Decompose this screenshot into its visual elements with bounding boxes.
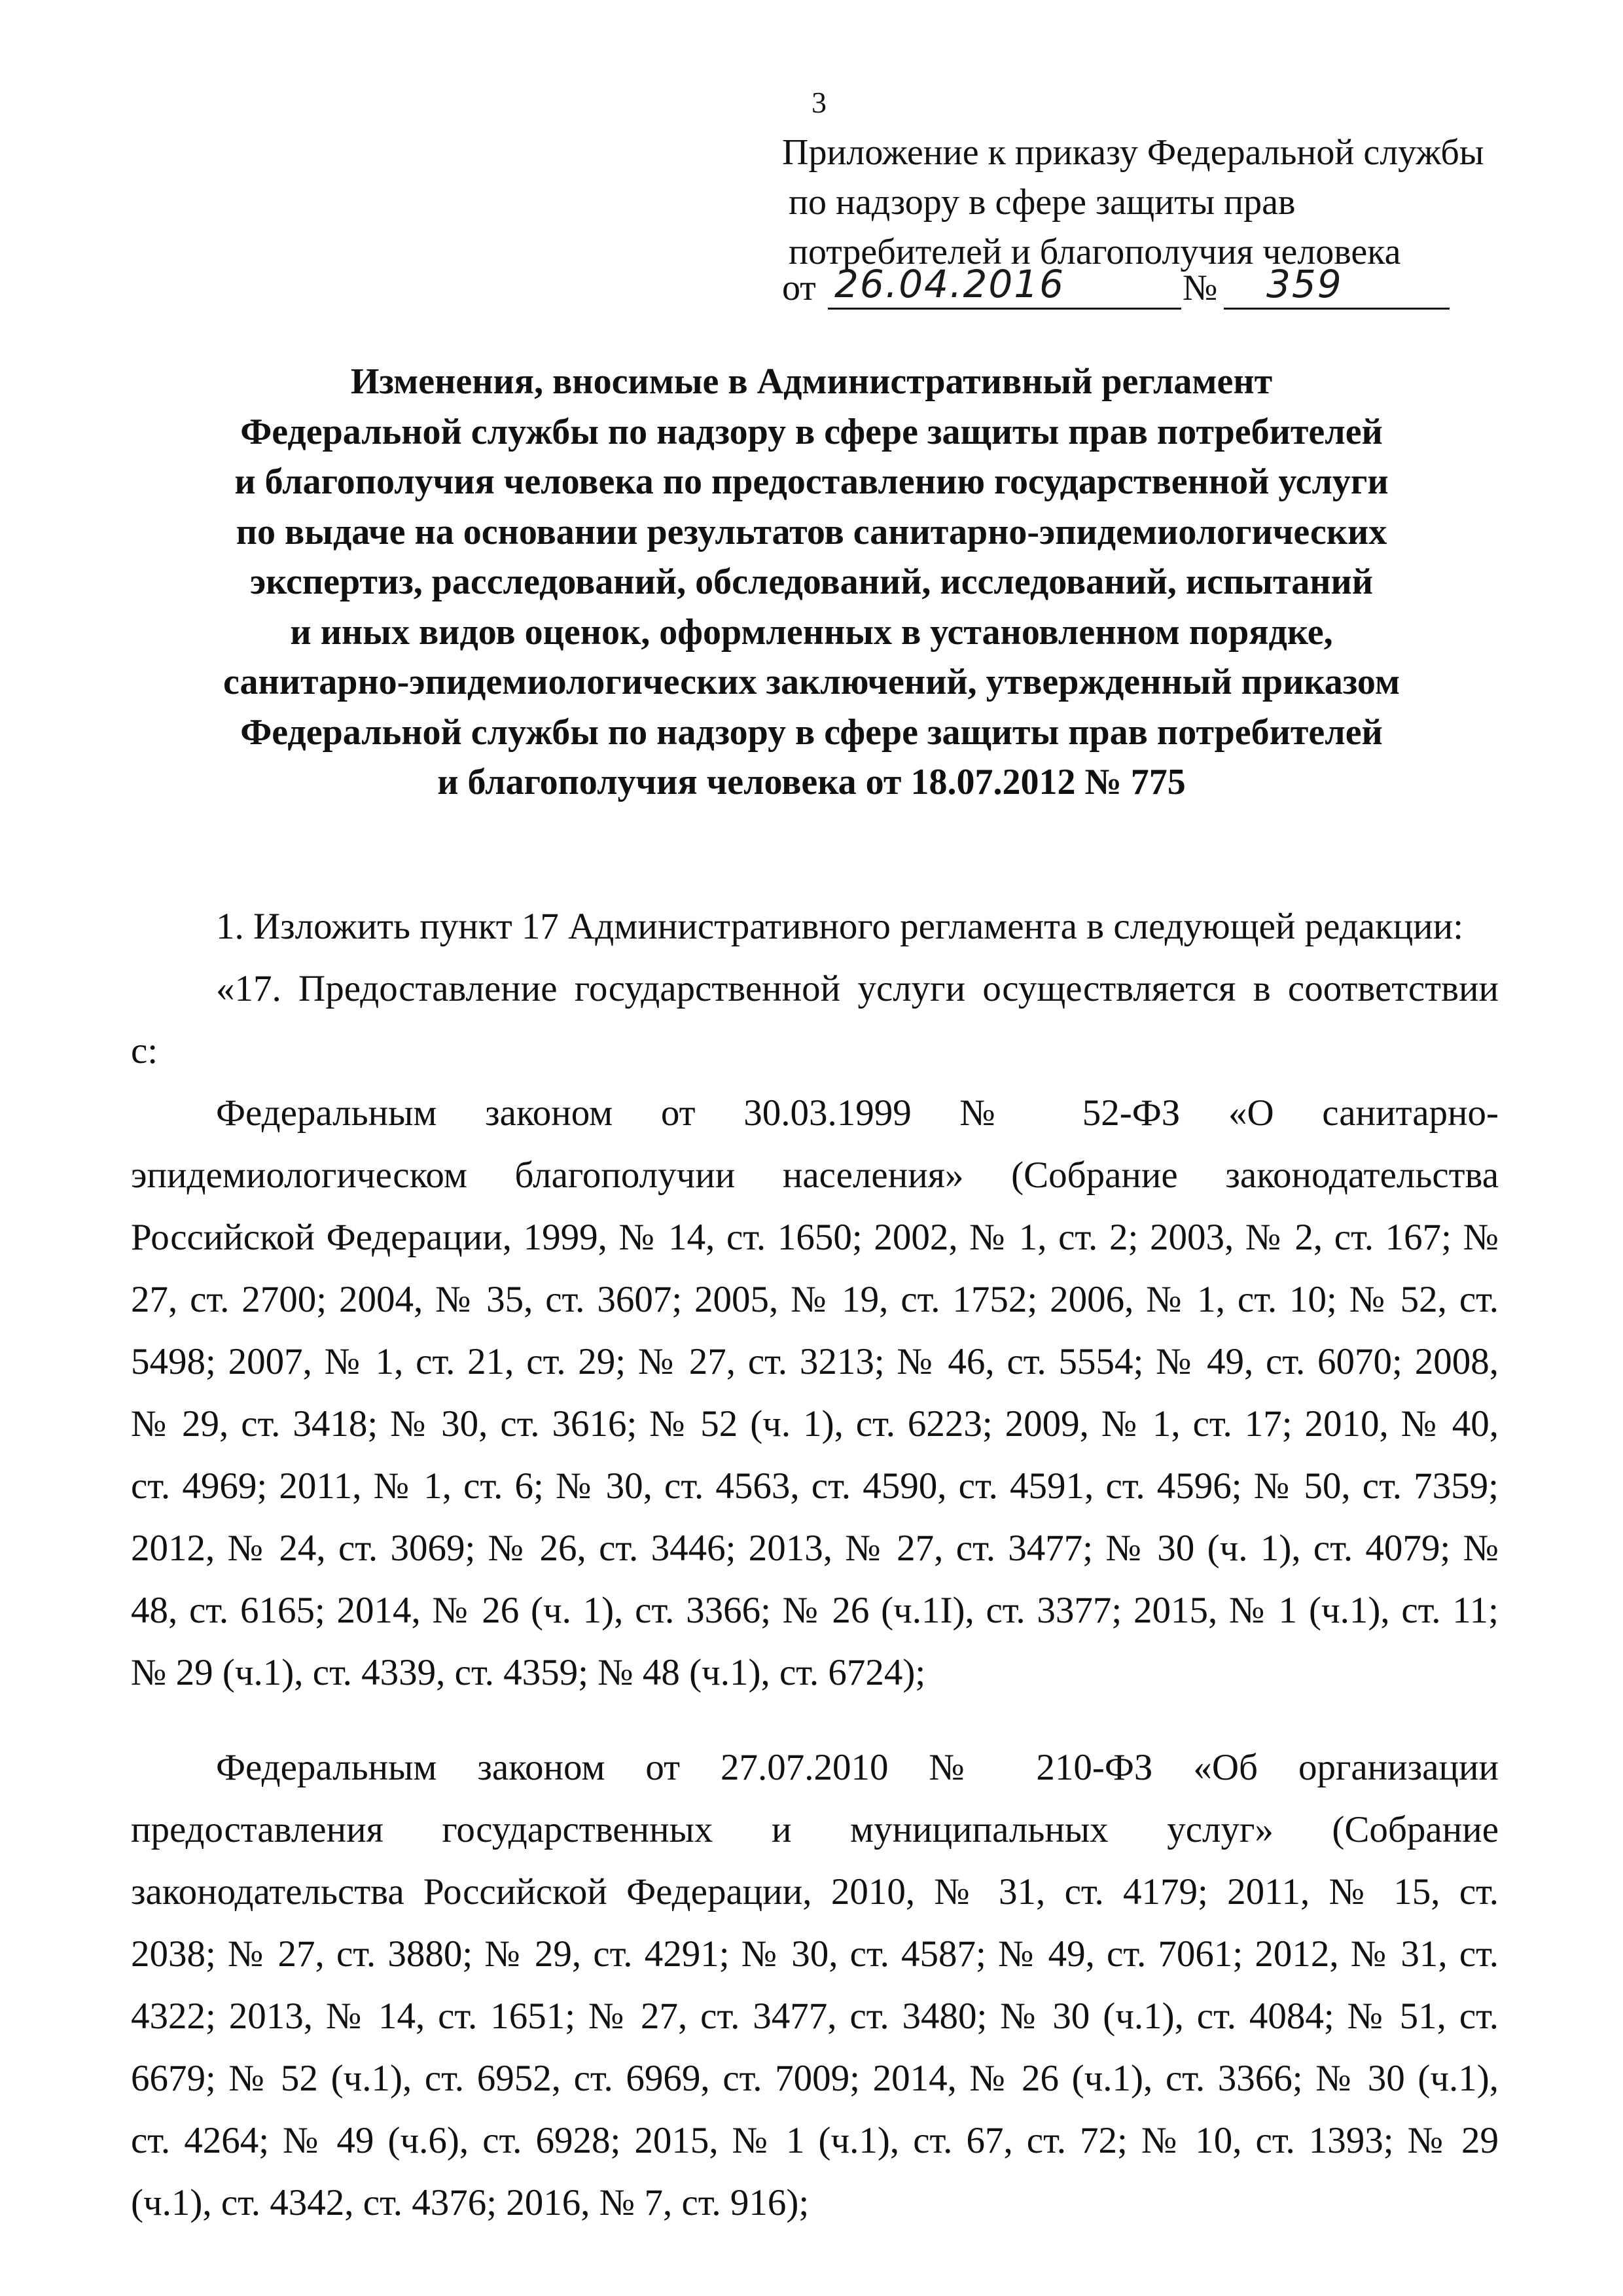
paragraph-item-17 (131, 958, 1499, 1082)
title-line: Изменения, вносимые в Административный регламент (350, 361, 1273, 402)
date-prefix: от (782, 268, 816, 308)
number-underline (1224, 308, 1450, 310)
title-line: санитарно-эпидемиологических заключений, утвержденный приказом (223, 662, 1400, 702)
paragraph-item-1 (131, 895, 1499, 958)
text-line: 2012, № 24, ст. 3069; № 26, ст. 3446; 2013, № 27, ст. 3477; № 30 (ч. 1), ст. 4079; № (131, 1528, 1499, 1569)
order-date-number-row (782, 262, 1476, 317)
title-line: Федеральной службы по надзору в сфере защиты прав потребителей (240, 711, 1383, 753)
text-line: (ч.1), ст. 4342, ст. 4376; 2016, № 7, ст. 916); (131, 2182, 810, 2223)
text-line: 2038; № 27, ст. 3880; № 29, ст. 4291; № 30, ст. 4587; № 49, ст. 7061; 2012, № 31, ст. (131, 1933, 1499, 1975)
text-line: Федеральным законом от 30.03.1999 № 52-ФЗ «О санитарно- (216, 1092, 1499, 1134)
document-title (157, 357, 1466, 808)
number-prefix: № (1183, 268, 1218, 308)
text-line: Российской Федерации, 1999, № 14, ст. 1650; 2002, № 1, ст. 2; 2003, № 2, ст. 167; № (131, 1217, 1499, 1258)
page-number: 3 (812, 86, 827, 119)
title-line: Федеральной службы по надзору в сфере защиты прав потребителей (240, 411, 1383, 452)
text-line: ст. 4264; № 49 (ч.6), ст. 6928; 2015, № 1 (ч.1), ст. 67, ст. 72; № 10, ст. 1393; № 29 (131, 2120, 1499, 2161)
title-line: и иных видов оценок, оформленных в установленном порядке, (290, 611, 1333, 653)
text-line: 27, ст. 2700; 2004, № 35, ст. 3607; 2005, № 19, ст. 1752; 2006, № 1, ст. 10; № 52, ст. (131, 1279, 1499, 1320)
text-line: № 29, ст. 3418; № 30, ст. 3616; № 52 (ч. 1), ст. 6223; 2009, № 1, ст. 17; 2010, № 40, (131, 1403, 1499, 1444)
text-line: «17. Предоставление государственной услуги осуществляется в соответствии (216, 968, 1499, 1009)
title-line: экспертиз, расследований, обследований, исследований, испытаний (249, 562, 1374, 602)
text-line: № 29 (ч.1), ст. 4339, ст. 4359; № 48 (ч.1), ст. 6724); (131, 1652, 926, 1693)
appendix-line: потребителей и благополучия человека (789, 232, 1401, 272)
text-line: с: (131, 1030, 158, 1071)
text-line: ст. 4969; 2011, № 1, ст. 6; № 30, ст. 4563, ст. 4590, ст. 4591, ст. 4596; № 50, ст. 7359; (131, 1465, 1499, 1507)
paragraph-gap (131, 1704, 1499, 1736)
text-line: Федеральным законом от 27.07.2010 № 210-ФЗ «Об организации (216, 1747, 1499, 1788)
text-line: эпидемиологическом благополучии населения» (Собрание законодательства (131, 1155, 1499, 1196)
text-line: 48, ст. 6165; 2014, № 26 (ч. 1), ст. 3366; № 26 (ч.1I), ст. 3377; 2015, № 1 (ч.1), ст. 11; (131, 1590, 1499, 1631)
title-line: по выдаче на основании результатов санитарно-эпидемиологических (236, 511, 1387, 552)
order-number-handwritten: 359 (1266, 262, 1343, 306)
title-line: и благополучия человека от 18.07.2012 № 775 (437, 762, 1186, 802)
order-date-handwritten: 26.04.2016 (834, 262, 1065, 306)
document-body (131, 895, 1499, 2234)
appendix-line: по надзору в сфере защиты прав (789, 182, 1296, 223)
paragraph-law-210fz (131, 1736, 1499, 2234)
text-line: 6679; № 52 (ч.1), ст. 6952, ст. 6969, ст. 7009; 2014, № 26 (ч.1), ст. 3366; № 30 (ч.1), (131, 2058, 1499, 2099)
text-line: 1. Изложить пункт 17 Административного регламента в следующей редакции: (216, 906, 1464, 947)
appendix-line: Приложение к приказу Федеральной службы (782, 132, 1484, 173)
text-line: законодательства Российской Федерации, 2010, № 31, ст. 4179; 2011, № 15, ст. (131, 1871, 1499, 1912)
date-underline (828, 308, 1181, 310)
text-line: 5498; 2007, № 1, ст. 21, ст. 29; № 27, ст. 3213; № 46, ст. 5554; № 49, ст. 6070; 2008, (131, 1341, 1499, 1382)
text-line: предоставления государственных и муниципальных услуг» (Собрание (131, 1809, 1499, 1850)
appendix-header (782, 128, 1515, 277)
paragraph-law-52fz (131, 1082, 1499, 1704)
text-line: 4322; 2013, № 14, ст. 1651; № 27, ст. 3477, ст. 3480; № 30 (ч.1), ст. 4084; № 51, ст. (131, 1996, 1499, 2037)
title-line: и благополучия человека по предоставлению государственной услуги (234, 461, 1389, 502)
